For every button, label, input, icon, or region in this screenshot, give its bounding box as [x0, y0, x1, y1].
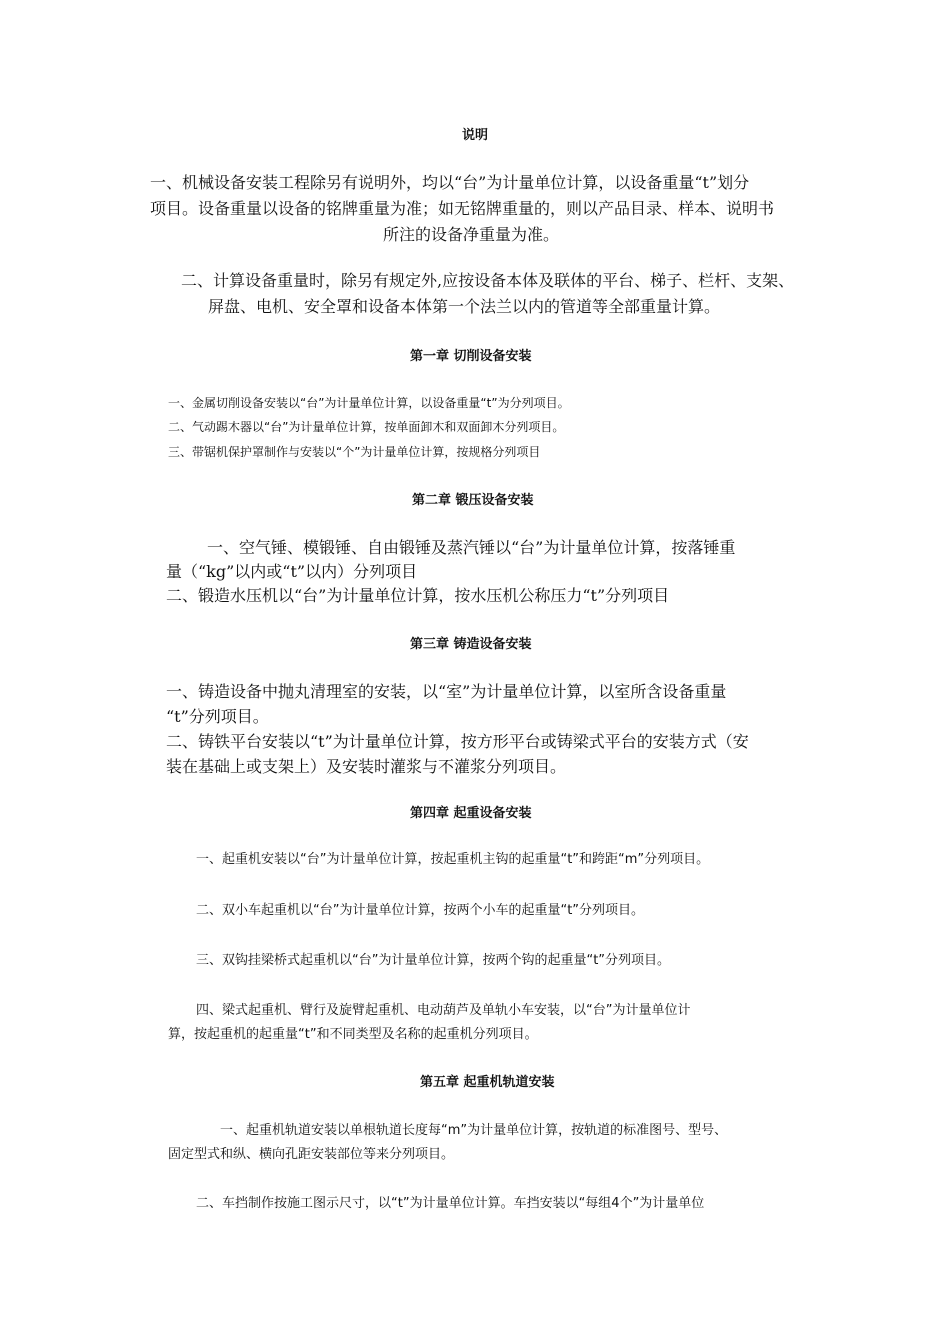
chapter1-item2: 二、气动踢木器以“台”为计量单位计算，按单面卸木和双面卸木分列项目。	[168, 420, 565, 434]
intro-p1-line2: 项目。设备重量以设备的铭牌重量为准；如无铭牌重量的，则以产品目录、样本、说明书	[150, 199, 775, 218]
intro-p2-line2: 屏盘、电机、安全罩和设备本体第一个法兰以内的管道等全部重量计算。	[208, 297, 721, 316]
chapter5-item2: 二、车挡制作按施工图示尺寸，以“t”为计量单位计算。车挡安装以“每组4个”为计量单位	[196, 1196, 705, 1211]
chapter2-line2: 量（“kg”以内或“t”以内）分列项目	[166, 562, 418, 581]
chapter4-item4-line1: 四、梁式起重机、臂行及旋臂起重机、电动葫芦及单轨小车安装，以“台”为计量单位计	[196, 1003, 691, 1018]
chapter3-line4: 装在基础上或支架上）及安装时灌浆与不灌浆分列项目。	[166, 757, 567, 776]
chapter3-title: 第三章 铸造设备安装	[410, 637, 532, 652]
chapter5-title: 第五章 起重机轨道安装	[420, 1075, 555, 1090]
chapter3-line1: 一、铸造设备中抛丸清理室的安装，以“室”为计量单位计算，以室所含设备重量	[166, 682, 727, 701]
chapter2-title: 第二章 锻压设备安装	[412, 493, 534, 508]
chapter4-item3: 三、双钩挂梁桥式起重机以“台”为计量单位计算，按两个钩的起重量“t”分列项目。	[196, 953, 671, 968]
chapter1-item3: 三、带锯机保护罩制作与安装以“个”为计量单位计算，按规格分列项目	[168, 445, 541, 459]
chapter1-title: 第一章 切削设备安装	[410, 349, 532, 364]
chapter4-item2: 二、双小车起重机以“台”为计量单位计算，按两个小车的起重量“t”分列项目。	[196, 903, 645, 918]
intro-title: 说明	[462, 128, 489, 143]
chapter4-title: 第四章 起重设备安装	[410, 806, 532, 821]
chapter3-line2: “t”分列项目。	[166, 707, 269, 726]
chapter2-line1: 一、空气锤、模锻锤、自由锻锤及蒸汽锤以“台”为计量单位计算，按落锤重	[207, 538, 736, 557]
intro-p1-line1: 一、机械设备安装工程除另有说明外，均以“台”为计量单位计算，以设备重量“t”划分	[150, 173, 750, 192]
chapter2-line3: 二、锻造水压机以“台”为计量单位计算，按水压机公称压力“t”分列项目	[166, 586, 670, 605]
chapter4-item1: 一、起重机安装以“台”为计量单位计算，按起重机主钩的起重量“t”和跨距“m”分列项目。	[196, 852, 710, 867]
intro-p2-line1: 二、计算设备重量时，除另有规定外,应按设备本体及联体的平台、梯子、栏杆、支架、	[181, 271, 795, 290]
chapter5-item1-line1: 一、起重机轨道安装以单根轨道长度每“m”为计量单位计算，按轨道的标准图号、型号、	[220, 1123, 728, 1138]
intro-p1-line3: 所注的设备净重量为准。	[383, 225, 560, 244]
chapter5-item1-line2: 固定型式和纵、横向孔距安装部位等来分列项目。	[168, 1147, 455, 1162]
chapter1-item1: 一、金属切削设备安装以“台”为计量单位计算，以设备重量“t”为分列项目。	[168, 396, 570, 410]
chapter3-line3: 二、铸铁平台安装以“t”为计量单位计算，按方形平台或铸梁式平台的安装方式（安	[166, 732, 749, 751]
chapter4-item4-line2: 算，按起重机的起重量“t”和不同类型及名称的起重机分列项目。	[168, 1027, 538, 1042]
